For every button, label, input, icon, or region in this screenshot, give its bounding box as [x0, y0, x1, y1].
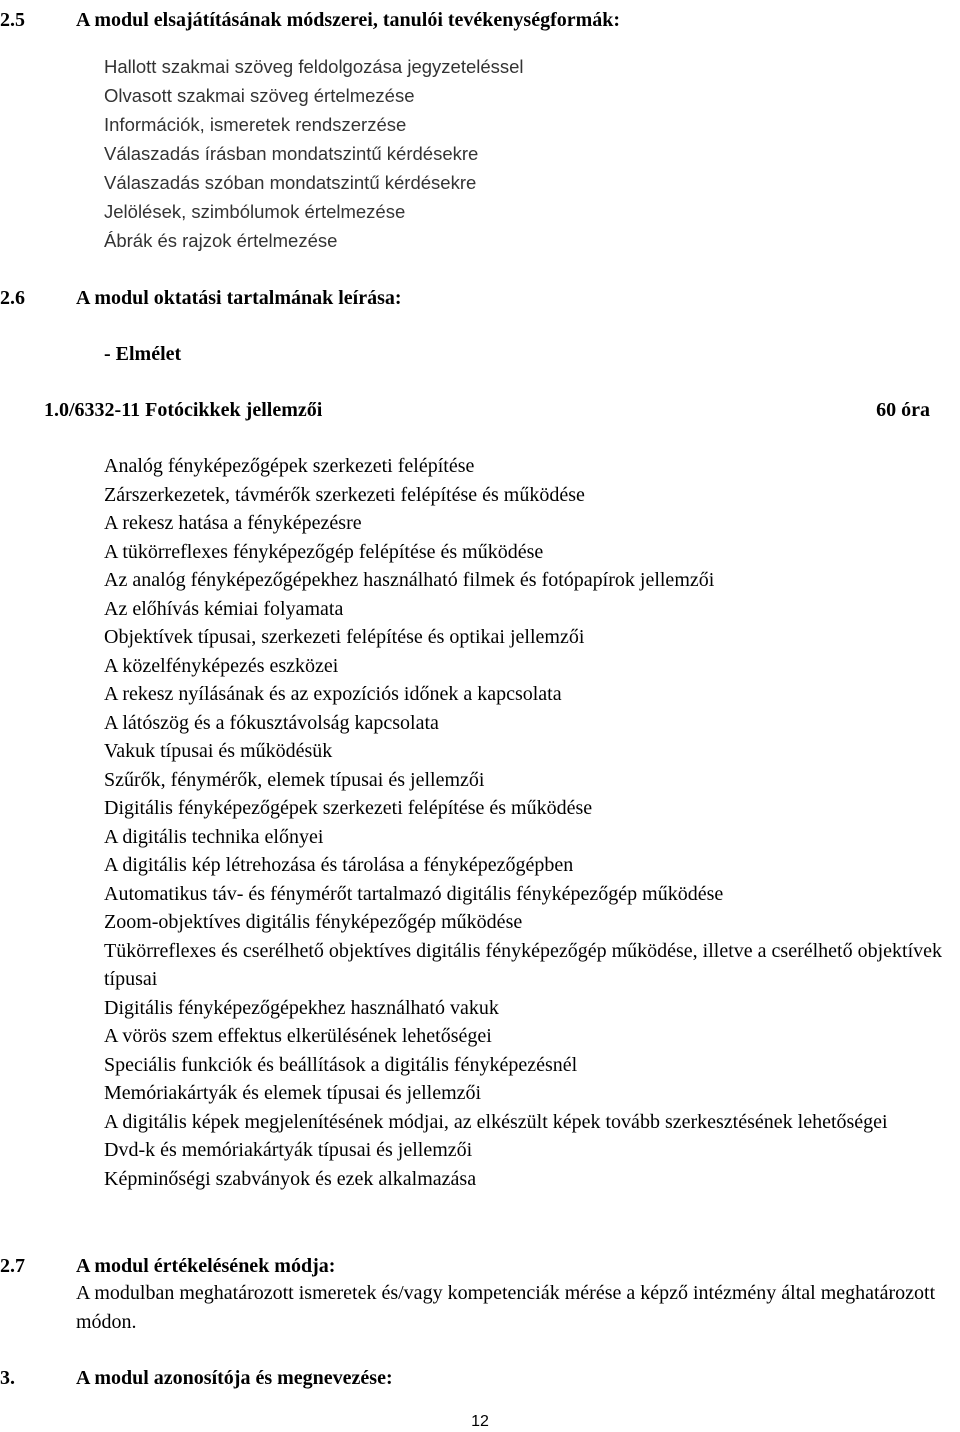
section-2-5-heading	[0, 8, 620, 32]
list-item: Zoom-objektíves digitális fényképezőgép működése	[104, 911, 523, 933]
section-2-7-heading	[0, 1254, 335, 1278]
list-item: A rekesz hatása a fényképezésre	[104, 512, 362, 534]
list-item: Zárszerkezetek, távmérők szerkezeti felépítése és működése	[104, 483, 585, 506]
list-item: Hallott szakmai szöveg feldolgozása jegyzeteléssel	[104, 56, 524, 77]
topic-hours: 60 óra	[876, 399, 930, 421]
list-item: Képminőségi szabványok és ezek alkalmazása	[104, 1167, 477, 1190]
section-number: 2.7	[0, 1255, 25, 1277]
list-item: A tükörreflexes fényképezőgép felépítése és működése	[104, 540, 544, 563]
list-item: Az előhívás kémiai folyamata	[104, 597, 344, 620]
list-item: A rekesz nyílásának és az expozíciós időnek a kapcsolata	[104, 683, 562, 705]
list-item: A digitális kép létrehozása és tárolása a fényképezőgépben	[104, 854, 574, 876]
theory-subheading: - Elmélet	[104, 343, 182, 365]
list-item: Jelölések, szimbólumok értelmezése	[104, 201, 406, 222]
section-number: 2.5	[0, 9, 25, 31]
list-item: Információk, ismeretek rendszerzése	[104, 114, 407, 135]
section-title: A modul elsajátításának módszerei, tanulói tevékenységformák:	[76, 9, 621, 31]
list-item: Dvd-k és memóriakártyák típusai és jellemzői	[104, 1139, 473, 1161]
list-item: A közelfényképezés eszközei	[104, 654, 339, 677]
list-item: Vakuk típusai és működésük	[104, 740, 333, 762]
method-list	[104, 52, 524, 255]
list-item: Olvasott szakmai szöveg értelmezése	[104, 85, 415, 106]
list-item: Automatikus táv- és fénymérőt tartalmazó digitális fényképezőgép működése	[104, 882, 724, 905]
list-item: A vörös szem effektus elkerülésének lehetőségei	[104, 1025, 492, 1047]
section-3-heading	[0, 1366, 393, 1390]
list-item: Digitális fényképezőgépekhez használható vakuk	[104, 996, 499, 1019]
topic-heading	[44, 396, 930, 424]
section-number: 3.	[0, 1367, 15, 1389]
list-item: Memóriakártyák és elemek típusai és jellemzői	[104, 1082, 482, 1104]
list-item: A digitális technika előnyei	[104, 825, 324, 848]
list-item: Az analóg fényképezőgépekhez használható filmek és fotópapírok jellemzői	[104, 569, 715, 591]
list-item: Speciális funkciók és beállítások a digitális fényképezésnél	[104, 1053, 578, 1076]
section-2-6-heading	[0, 286, 402, 310]
list-item: A digitális képek megjelenítésének módjai, az elkészült képek tovább szerkesztésének lehetőségei	[104, 1110, 888, 1133]
section-title: A modul azonosítója és megnevezése:	[76, 1367, 393, 1389]
list-item: Analóg fényképezőgépek szerkezeti felépítése	[104, 455, 475, 477]
list-item: Tükörreflexes és cserélhető objektíves digitális fényképezőgép működése, illetve a cserélhető objektívek típusai	[104, 939, 943, 990]
content-list	[104, 452, 960, 1193]
list-item: Válaszadás szóban mondatszintű kérdésekre	[104, 172, 477, 193]
list-item: Ábrák és rajzok értelmezése	[104, 230, 338, 251]
list-item: Szűrők, fénymérők, elemek típusai és jellemzői	[104, 768, 485, 791]
page-number: 12	[471, 1413, 489, 1430]
assessment-text: A modulban meghatározott ismeretek és/vagy kompetenciák mérése a képző intézmény által meghatározott módon.	[76, 1282, 936, 1333]
topic-title: 1.0/6332-11 Fotócikkek jellemzői	[44, 399, 323, 421]
section-title: A modul értékelésének módja:	[76, 1255, 336, 1277]
section-title: A modul oktatási tartalmának leírása:	[76, 287, 402, 309]
list-item: Válaszadás írásban mondatszintű kérdésekre	[104, 143, 479, 164]
section-number: 2.6	[0, 287, 25, 309]
list-item: Digitális fényképezőgépek szerkezeti felépítése és működése	[104, 797, 593, 819]
list-item: Objektívek típusai, szerkezeti felépítése és optikai jellemzői	[104, 626, 585, 648]
list-item: A látószög és a fókusztávolság kapcsolata	[104, 711, 439, 734]
